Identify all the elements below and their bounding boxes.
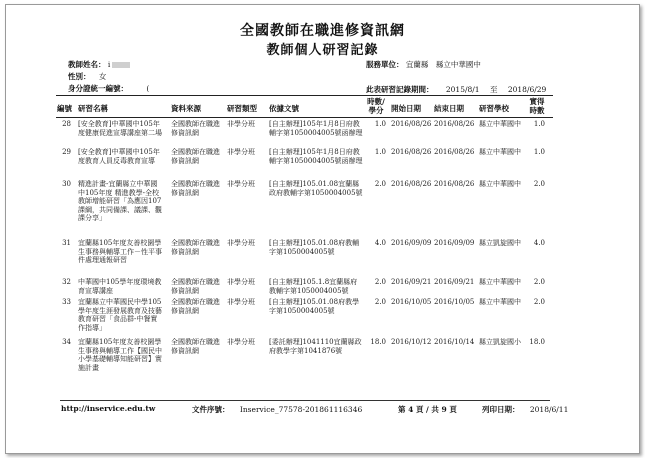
row-cell-source: 全國教師在職進修資訊網 (171, 278, 220, 295)
row-cell-school: 縣立中華國中 (479, 120, 521, 128)
row-cell-doc: [自主辦理]105.01.08府教輔字第1050004005號 (269, 239, 360, 256)
row-cell-credit: 2.0 (374, 180, 386, 188)
footer-print-date (482, 404, 568, 415)
row-cell-school: 縣立凱旋國中 (479, 239, 521, 247)
row-cell-start: 2016/08/26 (391, 180, 432, 188)
row-cell-end: 2016/08/26 (434, 180, 475, 188)
footer-rule (60, 400, 550, 401)
row-cell-name: 宜蘭縣105年度友善校園學生事務與輔導工作－性平事件處理通報研習 (78, 239, 162, 265)
row-cell-school: 縣立中華國中 (479, 278, 521, 286)
row-cell-no: 29 (62, 148, 71, 156)
footer-page-number: 第 4 頁 / 共 9 頁 (398, 405, 457, 414)
row-cell-credit: 18.0 (370, 338, 386, 346)
gender-label: 性別： (68, 72, 91, 81)
row-cell-doc: [自主辦理]105.01.08宜蘭縣政府教輔字第1050004005號 (269, 180, 363, 197)
row-cell-start: 2016/10/12 (391, 338, 432, 346)
col-header-source: 資料來源 (171, 104, 201, 113)
row-cell-school: 縣立中華國中 (479, 180, 521, 188)
row-cell-start: 2016/08/26 (391, 120, 432, 128)
gender-row (68, 71, 106, 82)
row-cell-school: 縣立凱旋國小 (479, 338, 521, 346)
service-unit-value: 宜蘭縣 縣立中華國中 (405, 60, 481, 69)
row-cell-start: 2016/09/09 (391, 239, 432, 247)
row-cell-hours: 2.0 (533, 278, 545, 286)
row-cell-type: 非學分班 (227, 338, 255, 346)
row-cell-doc: [自主辦理]105.01.08府教學字第1050004005號 (269, 298, 360, 315)
period-end: 2018/6/29 (507, 85, 547, 94)
row-cell-type: 非學分班 (227, 120, 255, 128)
col-header-name: 研習名稱 (78, 104, 108, 113)
col-header-start: 開始日期 (391, 104, 421, 113)
footer-url: http://inservice.edu.tw (61, 404, 156, 413)
col-header-end: 結束日期 (434, 104, 464, 113)
row-cell-hours: 18.0 (529, 338, 545, 346)
row-cell-no: 30 (62, 180, 71, 188)
record-period-label: 此表研習記錄期間： (366, 85, 434, 94)
doc-serial-label: 文件序號： (192, 405, 230, 414)
row-cell-start: 2016/10/05 (391, 298, 432, 306)
row-cell-end: 2016/08/26 (434, 120, 475, 128)
doc-serial-value: Inservice_77578-201861116346 (239, 405, 363, 414)
row-cell-doc: [委託辦理]1041110宜蘭縣政府教學字第1041876號 (269, 338, 362, 355)
row-cell-no: 32 (62, 278, 71, 286)
id-number-label: 身分證統一編號： (68, 84, 128, 93)
row-cell-name: 中華國中105學年度環境教育宣導講座 (78, 278, 162, 295)
page-subtitle: 教師個人研習記錄 (266, 43, 379, 58)
page-title: 全國教師在職進修資訊網 (240, 23, 405, 39)
row-cell-type: 非學分班 (227, 298, 255, 306)
row-cell-source: 全國教師在職進修資訊網 (171, 148, 220, 165)
row-cell-end: 2016/10/14 (434, 338, 475, 346)
row-cell-doc: [自主辦理]105年1月8日府教輔字第1050004005號函辦理 (269, 120, 363, 137)
header-top-rule (56, 95, 553, 96)
row-cell-type: 非學分班 (227, 148, 255, 156)
teacher-name-row (68, 59, 130, 70)
record-period-row (366, 84, 546, 95)
col-header-credit: 時數/學分 (367, 97, 385, 115)
row-cell-source: 全國教師在職進修資訊網 (171, 180, 220, 197)
id-number-row (68, 83, 149, 94)
row-cell-credit: 1.0 (374, 120, 386, 128)
row-cell-name: 精進計畫-宜蘭縣立中華國中105年度 精進教學-全校教師增能研習「為應因107課綱，共同備課、議課、觀課分享」 (78, 180, 162, 223)
footer-doc-serial (192, 404, 362, 415)
row-cell-doc: [自主辦理]105年1月8日府教輔字第1050004005號函辦理 (269, 148, 363, 165)
row-cell-hours: 1.0 (533, 120, 545, 128)
row-cell-end: 2016/08/26 (434, 148, 475, 156)
row-cell-end: 2016/09/09 (434, 239, 475, 247)
row-cell-doc: [自主辦理]105.1.8宜蘭縣府教輔字第1050004005號 (269, 278, 358, 295)
service-unit-label: 服務單位： (366, 60, 404, 69)
print-date-label: 列印日期： (482, 405, 520, 414)
row-cell-no: 33 (62, 298, 71, 306)
row-cell-hours: 1.0 (533, 148, 545, 156)
row-cell-end: 2016/09/21 (434, 278, 475, 286)
teacher-name-value: i (107, 60, 111, 69)
period-start: 2015/8/1 (445, 85, 480, 94)
print-date-value: 2018/6/11 (529, 405, 569, 414)
row-cell-school: 縣立中華國中 (479, 298, 521, 306)
row-cell-start: 2016/08/26 (391, 148, 432, 156)
row-cell-credit: 2.0 (374, 298, 386, 306)
row-cell-name: 宜蘭縣105年度友善校園學生事務與輔導工作【國民中小學基礎輔導知能研習】實施計畫 (78, 338, 162, 372)
header-bottom-rule (56, 117, 553, 118)
row-cell-no: 31 (62, 239, 71, 247)
row-cell-hours: 2.0 (533, 180, 545, 188)
row-cell-name: [安全教育]中華國中105年度健康促進宣導講座第二場 (78, 120, 162, 137)
row-cell-name: [安全教育]中華國中105年度教育人員反毒教育宣導 (78, 148, 160, 165)
row-cell-no: 34 (62, 338, 71, 346)
row-cell-start: 2016/09/21 (391, 278, 432, 286)
row-cell-end: 2016/10/05 (434, 298, 475, 306)
period-to: 至 (489, 85, 498, 94)
gender-value: 女 (98, 72, 107, 81)
service-unit-row (366, 59, 481, 70)
row-cell-school: 縣立中華國中 (479, 148, 521, 156)
row-cell-source: 全國教師在職進修資訊網 (171, 120, 220, 137)
row-cell-source: 全國教師在職進修資訊網 (171, 338, 220, 355)
row-cell-type: 非學分班 (227, 180, 255, 188)
row-cell-hours: 4.0 (533, 239, 545, 247)
row-cell-source: 全國教師在職進修資訊網 (171, 239, 220, 256)
col-header-type: 研習類型 (227, 104, 257, 113)
col-header-doc: 依據文號 (269, 104, 299, 113)
row-cell-type: 非學分班 (227, 239, 255, 247)
row-cell-source: 全國教師在職進修資訊網 (171, 298, 220, 315)
row-cell-no: 28 (62, 120, 71, 128)
col-header-no: 編號 (57, 104, 72, 113)
row-cell-hours: 2.0 (533, 298, 545, 306)
col-header-school: 研習學校 (479, 104, 509, 113)
row-cell-credit: 4.0 (374, 239, 386, 247)
row-cell-type: 非學分班 (227, 278, 255, 286)
id-number-value: ( (146, 84, 150, 93)
row-cell-credit: 2.0 (374, 278, 386, 286)
teacher-name-label: 教師姓名： (68, 60, 106, 69)
redacted-mark (112, 62, 130, 68)
col-header-hours: 實得時數 (529, 97, 545, 115)
row-cell-name: 宜蘭縣立中華國民中學105學年度生涯發展教育及技藝教育研習「食品群-中餐實作指導」 (78, 298, 162, 332)
row-cell-credit: 1.0 (374, 148, 386, 156)
